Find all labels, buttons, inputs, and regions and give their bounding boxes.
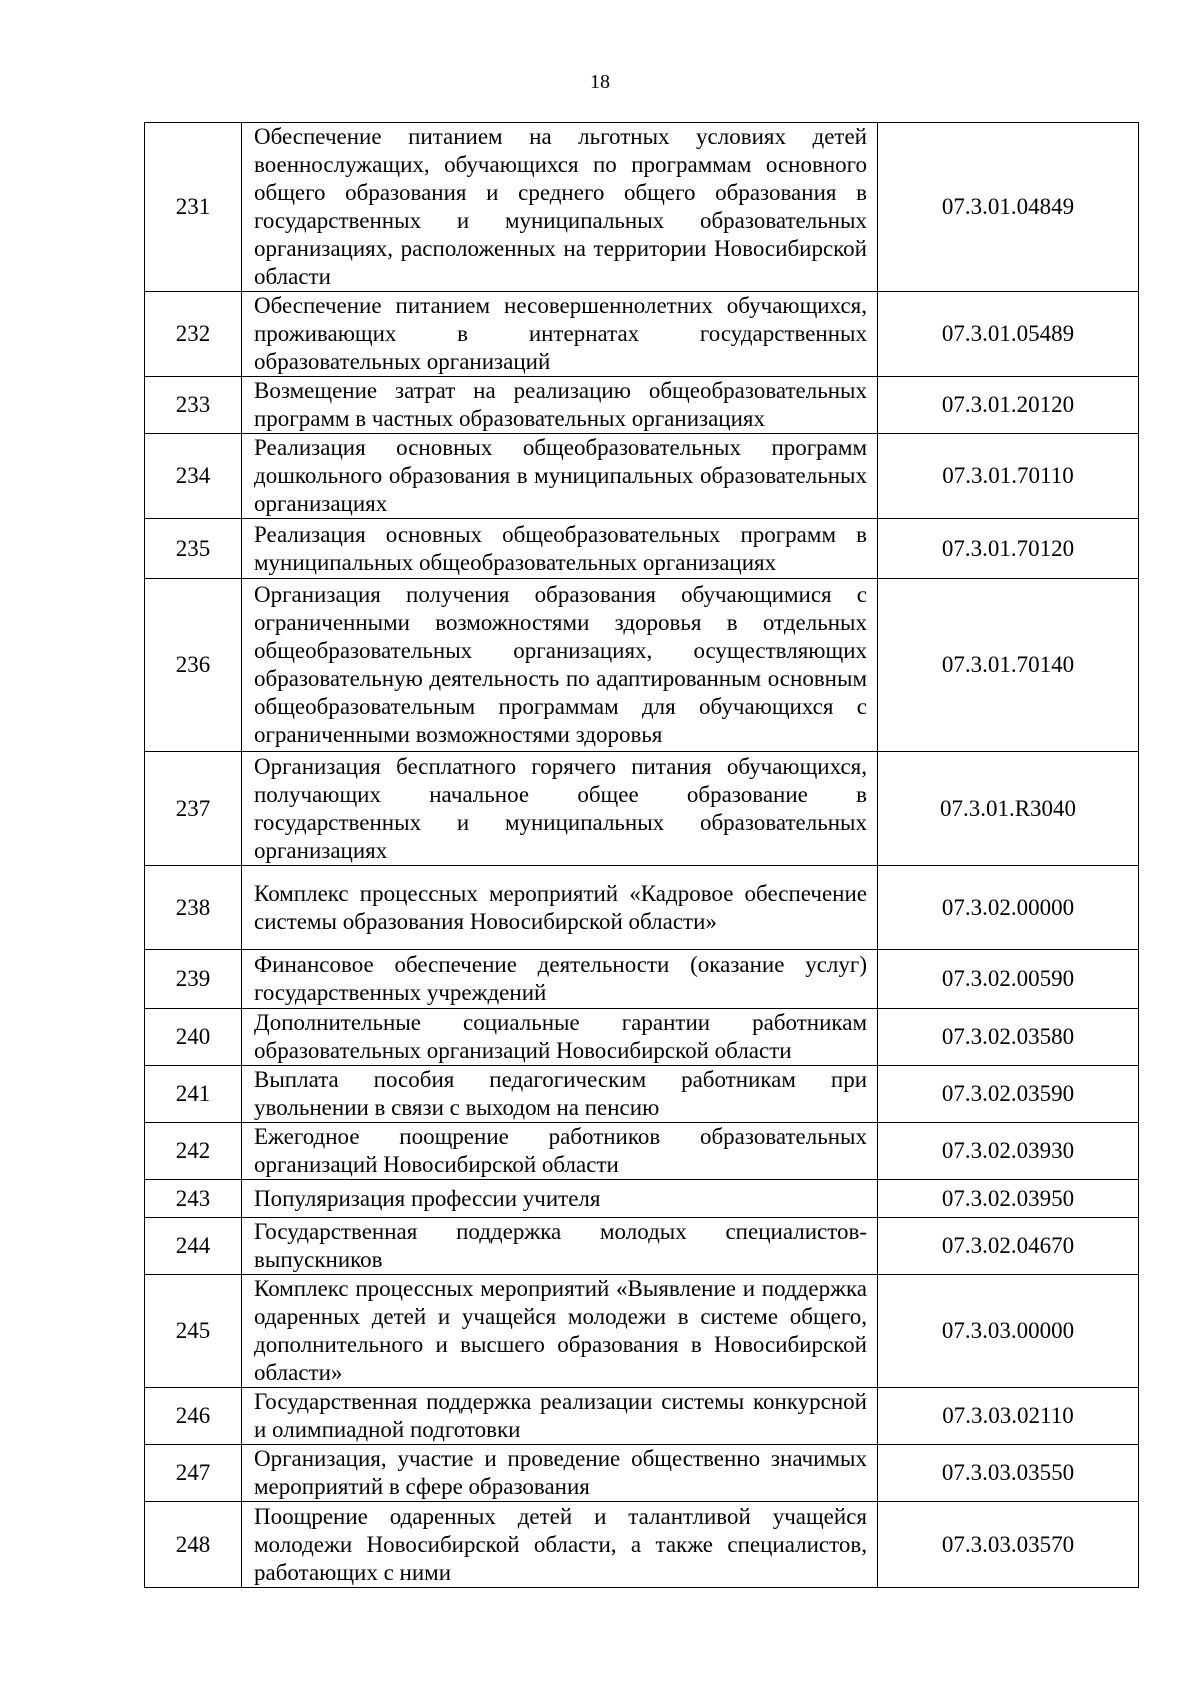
table-row <box>145 1123 1139 1180</box>
row-code: 07.3.02.00590 <box>878 950 1139 1009</box>
table-row <box>145 1388 1139 1445</box>
row-description: Популяризация профессии учителя <box>242 1180 878 1218</box>
row-number: 247 <box>145 1445 242 1502</box>
row-code: 07.3.03.03550 <box>878 1445 1139 1502</box>
row-description: Организация бесплатного горячего питания обучающихся, получающих начальное общее образование в государственных и муниципальных образовательных организациях <box>242 752 878 866</box>
row-number: 241 <box>145 1066 242 1123</box>
row-description: Поощрение одаренных детей и талантливой учащейся молодежи Новосибирской области, а также специалистов, работающих с ними <box>242 1502 878 1588</box>
row-description: Финансовое обеспечение деятельности (оказание услуг) государственных учреждений <box>242 950 878 1009</box>
row-code: 07.3.03.03570 <box>878 1502 1139 1588</box>
table-row <box>145 1180 1139 1218</box>
table-row <box>145 950 1139 1009</box>
row-description: Возмещение затрат на реализацию общеобразовательных программ в частных образовательных организациях <box>242 377 878 434</box>
row-number: 234 <box>145 434 242 519</box>
row-code: 07.3.01.70140 <box>878 579 1139 752</box>
row-number: 243 <box>145 1180 242 1218</box>
table-row <box>145 1218 1139 1275</box>
table-row <box>145 1275 1139 1388</box>
table-row <box>145 1445 1139 1502</box>
row-code: 07.3.02.03580 <box>878 1009 1139 1066</box>
row-description: Реализация основных общеобразовательных программ дошкольного образования в муниципальных образовательных организациях <box>242 434 878 519</box>
row-number: 236 <box>145 579 242 752</box>
table-row <box>145 519 1139 579</box>
row-description: Комплекс процессных мероприятий «Выявление и поддержка одаренных детей и учащейся молодежи в системе общего, дополнительного и высшего образования в Новосибирской области» <box>242 1275 878 1388</box>
row-code: 07.3.01.70120 <box>878 519 1139 579</box>
row-code: 07.3.01.R3040 <box>878 752 1139 866</box>
table-row <box>145 1009 1139 1066</box>
row-number: 237 <box>145 752 242 866</box>
row-code: 07.3.03.00000 <box>878 1275 1139 1388</box>
row-number: 244 <box>145 1218 242 1275</box>
table-body <box>145 123 1139 1588</box>
table-row <box>145 1502 1139 1588</box>
row-code: 07.3.02.03590 <box>878 1066 1139 1123</box>
table-row <box>145 866 1139 950</box>
row-number: 248 <box>145 1502 242 1588</box>
row-description: Государственная поддержка молодых специалистов-выпускников <box>242 1218 878 1275</box>
row-description: Организация, участие и проведение общественно значимых мероприятий в сфере образования <box>242 1445 878 1502</box>
row-code: 07.3.02.04670 <box>878 1218 1139 1275</box>
row-number: 246 <box>145 1388 242 1445</box>
row-description: Комплекс процессных мероприятий «Кадровое обеспечение системы образования Новосибирской области» <box>242 866 878 950</box>
table-row <box>145 434 1139 519</box>
row-number: 242 <box>145 1123 242 1180</box>
row-number: 239 <box>145 950 242 1009</box>
row-number: 232 <box>145 292 242 377</box>
table-row <box>145 123 1139 292</box>
row-code: 07.3.03.02110 <box>878 1388 1139 1445</box>
row-code: 07.3.01.04849 <box>878 123 1139 292</box>
table-row <box>145 292 1139 377</box>
row-code: 07.3.01.70110 <box>878 434 1139 519</box>
row-description: Обеспечение питанием несовершеннолетних обучающихся, проживающих в интернатах государственных образовательных организаций <box>242 292 878 377</box>
table-row <box>145 1066 1139 1123</box>
table-row <box>145 377 1139 434</box>
row-code: 07.3.01.05489 <box>878 292 1139 377</box>
row-number: 238 <box>145 866 242 950</box>
budget-classification-table <box>144 122 1139 1588</box>
table-row <box>145 579 1139 752</box>
row-code: 07.3.02.03950 <box>878 1180 1139 1218</box>
row-number: 245 <box>145 1275 242 1388</box>
row-number: 233 <box>145 377 242 434</box>
row-description: Организация получения образования обучающимися с ограниченными возможностями здоровья в отдельных общеобразовательных организациях, осуществляющих образовательную деятельность по адаптированным основным общеобразовательным программам для обучающихся с ограниченными возможностями здоровья <box>242 579 878 752</box>
row-description: Дополнительные социальные гарантии работникам образовательных организаций Новосибирской области <box>242 1009 878 1066</box>
table-row <box>145 752 1139 866</box>
row-description: Обеспечение питанием на льготных условиях детей военнослужащих, обучающихся по программам основного общего образования и среднего общего образования в государственных и муниципальных образовательных организациях, расположенных на территории Новосибирской области <box>242 123 878 292</box>
row-code: 07.3.02.03930 <box>878 1123 1139 1180</box>
row-number: 235 <box>145 519 242 579</box>
row-description: Реализация основных общеобразовательных программ в муниципальных общеобразовательных организациях <box>242 519 878 579</box>
row-number: 240 <box>145 1009 242 1066</box>
row-code: 07.3.01.20120 <box>878 377 1139 434</box>
row-number: 231 <box>145 123 242 292</box>
row-code: 07.3.02.00000 <box>878 866 1139 950</box>
row-description: Государственная поддержка реализации системы конкурсной и олимпиадной подготовки <box>242 1388 878 1445</box>
row-description: Выплата пособия педагогическим работникам при увольнении в связи с выходом на пенсию <box>242 1066 878 1123</box>
page-number: 18 <box>590 71 610 93</box>
row-description: Ежегодное поощрение работников образовательных организаций Новосибирской области <box>242 1123 878 1180</box>
